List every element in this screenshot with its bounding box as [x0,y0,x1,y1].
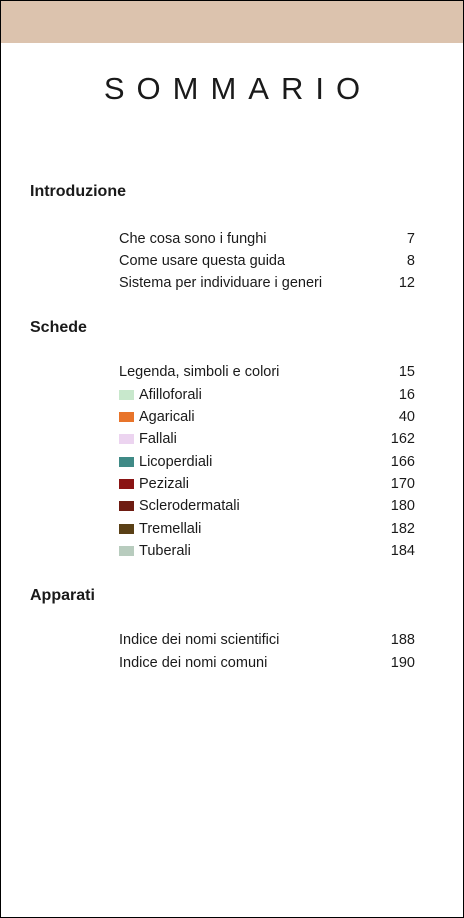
toc-entry-label: Fallali [139,431,177,447]
toc-entry-page: 188 [390,632,415,648]
toc-entry[interactable] [119,429,415,449]
toc-entry-label: Come usare questa guida [119,253,286,269]
toc-entry-page: 184 [390,543,415,559]
section-heading-apparati: Apparati [30,587,95,604]
color-swatch-icon [119,524,134,534]
toc-entry-page: 162 [390,431,415,447]
page-title: SOMMARIO [103,71,373,106]
toc-entry-page: 16 [398,387,415,403]
toc-entry[interactable] [119,452,415,472]
section-heading-schede: Schede [30,319,87,336]
toc-entry-label: Tuberali [139,543,191,559]
color-swatch-icon [119,390,134,400]
toc-entry-label: Che cosa sono i funghi [119,231,267,247]
toc-entry[interactable] [119,653,415,673]
toc-entry-label: Pezizali [139,476,189,492]
top-color-band [1,1,463,43]
toc-entry-label: Indice dei nomi comuni [119,655,268,671]
toc-entry-page: 8 [406,253,415,269]
toc-entry-page: 15 [398,364,415,380]
toc-entry-page: 7 [406,231,415,247]
section-heading-introduzione: Introduzione [30,183,126,200]
color-swatch-icon [119,546,134,556]
toc-entry-label: Tremellali [139,521,202,537]
toc-entry-label: Agaricali [139,409,195,425]
toc-entry[interactable] [119,496,415,516]
toc-entry[interactable] [119,385,415,405]
toc-entry-label: Sistema per individuare i generi [119,275,323,291]
toc-entry-label: Indice dei nomi scientifici [119,632,280,648]
toc-entry[interactable] [119,407,415,427]
toc-entry-page: 12 [398,275,415,291]
toc-entry-page: 166 [390,454,415,470]
toc-entry-label: Afilloforali [139,387,202,403]
toc-entry[interactable] [119,251,415,271]
toc-entry-label: Licoperdiali [139,454,213,470]
toc-entry-page: 40 [398,409,415,425]
toc-entry-page: 180 [390,498,415,514]
toc-entry-page: 182 [390,521,415,537]
toc-entry-page: 190 [390,655,415,671]
color-swatch-icon [119,434,134,444]
color-swatch-icon [119,501,134,511]
color-swatch-icon [119,479,134,489]
toc-entry[interactable] [119,630,415,650]
color-swatch-icon [119,412,134,422]
color-swatch-icon [119,457,134,467]
toc-entry[interactable] [119,362,415,382]
toc-entry[interactable] [119,541,415,561]
toc-entry[interactable] [119,229,415,249]
toc-entry-label: Legenda, simboli e colori [119,364,280,380]
toc-entry[interactable] [119,273,415,293]
toc-entry[interactable] [119,519,415,539]
toc-entry[interactable] [119,474,415,494]
toc-entry-page: 170 [390,476,415,492]
toc-entry-label: Sclerodermatali [139,498,240,514]
